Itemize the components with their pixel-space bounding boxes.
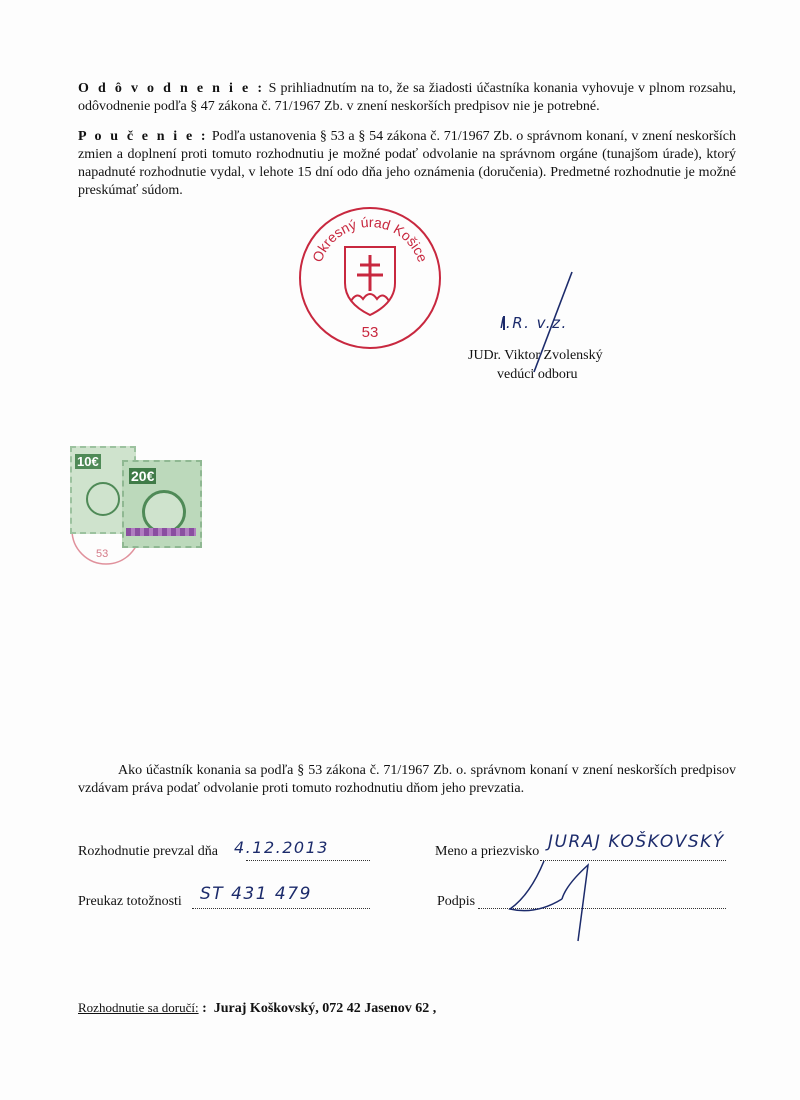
stamp-emblem-icon bbox=[86, 482, 120, 516]
coat-of-arms-icon bbox=[345, 247, 395, 315]
justification-paragraph bbox=[78, 80, 736, 116]
signature-label: Podpis bbox=[437, 894, 476, 909]
official-initials: I.R. v.z. bbox=[500, 314, 568, 332]
delivery-line bbox=[78, 1000, 436, 1017]
id-value: ST 431 479 bbox=[200, 884, 312, 904]
received-date-value: 4.12.2013 bbox=[234, 838, 329, 857]
office-stamp-number: 53 bbox=[361, 324, 379, 341]
stamp-value-10: 10€ bbox=[77, 454, 99, 469]
id-label: Preukaz totožnosti bbox=[78, 894, 182, 909]
delivery-separator: : bbox=[202, 1001, 207, 1016]
received-line bbox=[246, 860, 370, 861]
revenue-stamps bbox=[66, 440, 216, 570]
office-stamp bbox=[297, 205, 443, 351]
revenue-stamp-20 bbox=[122, 460, 202, 548]
recipient-signature bbox=[500, 855, 610, 945]
stamp-cancel-strip bbox=[126, 528, 196, 536]
signatory-title: vedúci odboru bbox=[497, 367, 578, 382]
justification-lead: O d ô v o d n e n i e : bbox=[78, 81, 265, 96]
office-stamp-text: Okresný úrad Košice bbox=[308, 213, 432, 265]
name-label: Meno a priezvisko bbox=[435, 844, 540, 859]
id-line bbox=[192, 908, 370, 909]
stamp-value-20: 20€ bbox=[131, 468, 155, 484]
delivery-label: Rozhodnutie sa doručí: bbox=[78, 1000, 199, 1015]
instruction-text: Podľa ustanovenia § 53 a § 54 zákona č. 71/1967 Zb. o správnom konaní, v znení neskorších zmien a doplnení proti tomuto rozhodnutiu je možné podať odvolanie na správnom orgáne (tunajšom úrade), ktorý napadnuté rozhodnutie vydal, v lehote 15 dní odo dňa jeho oznámenia (doručenia). Predmetné rozhodnutie je možné preskúmať súdom. bbox=[78, 129, 737, 198]
delivery-recipient: Juraj Koškovský, 072 42 Jasenov 62 , bbox=[213, 1001, 437, 1016]
received-label: Rozhodnutie prevzal dňa bbox=[78, 844, 218, 859]
name-value: JURAJ KOŠKOVSKÝ bbox=[548, 832, 725, 852]
revenue-seal-number: 53 bbox=[96, 548, 109, 560]
instruction-lead: P o u č e n i e : bbox=[78, 129, 209, 144]
justification-text: S prihliadnutím na to, že sa žiadosti účastníka konania vyhovuje v plnom rozsahu, odôvodnenie podľa § 47 zákona č. 71/1967 Zb. v znení neskorších predpisov nie je potrebné. bbox=[78, 81, 737, 114]
instruction-paragraph bbox=[78, 128, 736, 200]
signatory-name: JUDr. Viktor Zvolenský bbox=[468, 348, 603, 363]
waiver-paragraph: Ako účastník konania sa podľa § 53 zákona č. 71/1967 Zb. o. správnom konaní v znení neskorších predpisov vzdávam práva podať odvolanie proti tomuto rozhodnutiu dňom jeho prevzatia. bbox=[78, 763, 736, 796]
